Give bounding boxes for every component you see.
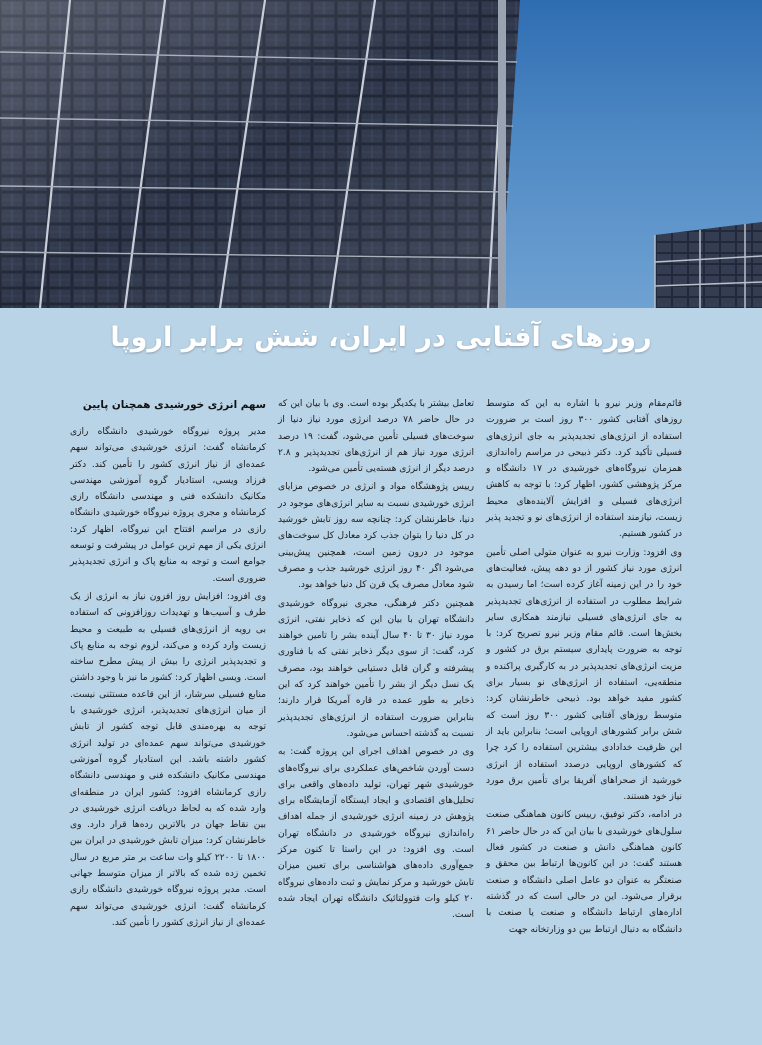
solar-panels-photo [0, 0, 762, 308]
paragraph: مدیر پروژه نیروگاه خورشیدی دانشگاه رازی کرمانشاه گفت: انرژی خورشیدی می‌تواند سهم عمده‌ای از نیاز انرژی کشور را تأمین کند. دکتر فرزاد ویسی، استادیار گروه آموزشی مهندسی مکانیک دانشکده فنی و مهندسی دانشگاه رازی کرمانشاه و مجری پروژه نیروگاه خورشیدی دانشگاه رازی در مراسم افتتاح این نیروگاه، اظهار کرد: انرژی یکی از مهم ترین عوامل در پیشرفت و توسعه جوامع است و توجه به منابع پاک و انرژی تجدیدپذیر ضروری است. [70, 427, 266, 584]
paragraph: در ادامه، دکتر توفیق، رییس کانون هماهنگی صنعت سلول‌های خورشیدی با بیان این که در حال حاضر ۶۱ کانون هماهنگی دانش و صنعت در کشور فعال هستند گفت: در این کانون‌ها ارتباط بین محقق و صنعتگر به عنوان دو عامل اصلی دانشگاه و صنعت برقرار می‌شود. این در حالی است که در گذشته اداره‌های ارتباط دانشگاه و صنعت یا صنعت با دانشگاه به دنبال ارتباط بین دو وزارتخانه جهت [486, 810, 682, 935]
paragraph: وی در خصوص اهداف اجرای این پروژه گفت: به دست آوردن شاخص‌های عملکردی برای نیروگاه‌های خورشیدی شهر تهران، تولید داده‌های واقعی برای تحلیل‌های اقتصادی و ایجاد ایستگاه آزمایشگاه برای پژوهش در زمینه انرژی خورشیدی از جمله اهداف راه‌اندازی نیروگاه خورشیدی در دانشگاه تهران است. وی افزود: در این راستا تا کنون مرکز جمع‌آوری داده‌های هواشناسی برای تعیین میزان تابش خورشید و مرکز نمایش و ثبت داده‌های نیروگاه ۲۰ کیلو وات فتوولتائیک دانشگاه تهران ایجاد شده است. [278, 747, 474, 921]
paragraph: وی افزود: وزارت نیرو به عنوان متولی اصلی تأمین انرژی مورد نیاز کشور از دو دهه پیش، فعالیت‌های خود را در این زمینه آغاز کرده است؛ اما رسیدن به شرایط مطلوب در استفاده از انرژی‌های تجدیدپذیر به جای انرژی‌های فسیلی نیازمند همکاری سایر بخش‌ها است. قائم مقام وزیر نیرو تصریح کرد: با توجه به ضرورت پایداری سیستم برق در کشور و مزیت انرژی‌های تجدیدپذیر در به کارگیری پراکنده و منطقه‌یی، استفاده از انرژی‌های نو بسیار برای کشور مفید خواهد بود. ذبیحی خاطرنشان کرد: متوسط روزهای آفتابی کشور ۳۰۰ روز است که شش برابر کشورهای اروپایی است؛ بنابراین باید از این ظرفیت خدادادی بیشترین استفاده را کرد چرا که کشورهای اروپایی درصدد استفاده از انرژی خورشید از صحراهای آفریقا برای تأمین برق مورد نیاز خود هستند. [486, 547, 682, 803]
paragraph: وی افزود: افزایش روز افزون نیاز به انرژی از یک طرف و آسیب‌ها و تهدیدات روزافزونی که استفاده بی رویه از انرژی‌های فسیلی به طبیعت و محیط زیست وارد کرده و می‌کند، لزوم توجه به منابع پاک و تجدیدپذیر انرژی را بیش از پیش مطرح ساخته است. ویسی اظهار کرد: کشور ما نیز با وجود داشتن منابع فسیلی سرشار، از این قاعده مستثنی نیست. از میان انرژی‌های تجدیدپذیر، انرژی خورشیدی با توجه به بهره‌مندی قابل توجه کشور از تابش خورشیدی می‌تواند سهم عمده‌ای در تولید انرژی کشور داشته باشد. این استادیار گروه آموزشی مهندسی مکانیک دانشکده فنی و مهندسی دانشگاه رازی کرمانشاه افزود: کشور ایران در منطقه‌ای وارد شده که به لحاظ دریافت انرژی خورشیدی در بین نقاط جهان در بالاترین رده‌ها قرار دارد. وی خاطرنشان کرد: میزان تابش خورشیدی در ایران بین ۱۸۰۰ تا ۲۲۰۰ کیلو وات ساعت بر متر مربع در سال تخمین زده شده که بالاتر از میزان متوسط جهانی است. مدیر پروژه نیروگاه خورشیدی دانشگاه رازی کرمانشاه گفت: انرژی خورشیدی می‌تواند سهم عمده‌ای از نیاز انرژی کشور را تأمین کند. [70, 591, 266, 928]
article-body [0, 396, 762, 1036]
solar-panels-icon [0, 0, 762, 308]
paragraph: تعامل بیشتر با یکدیگر بوده است. وی با بیان این که در حال حاضر ۷۸ درصد انرژی مورد نیاز دنیا از سوخت‌های فسیلی تأمین می‌شود، گفت: ۱۹ درصد انرژی مورد نیاز هم از انرژی‌های تجدیدپذیر و ۲.۸ درصد دیگر از انرژی هسته‌یی تأمین می‌شود. [278, 399, 474, 475]
column-left [70, 396, 266, 933]
section-subheading: سهم انرژی خورشیدی همچنان پایین [82, 399, 266, 411]
paragraph: قائم‌مقام وزیر نیرو با اشاره به این که متوسط روزهای آفتابی کشور ۳۰۰ روز است بر ضرورت استفاده از انرژی‌های تجدیدپذیر به جای انرژی‌های فسیلی تأکید کرد. دکتر ذبیحی در مراسم راه‌اندازی همزمان نیروگاه‌های خورشیدی در ۱۷ دانشگاه و مرکز پژوهشی کشور، اظهار کرد: با توجه به کاهش انرژی‌های فسیلی و افزایش آلاینده‌های محیط زیست، نیازمند استفاده از انرژی‌های نو و تجدید پذیر در کشور هستیم. [486, 399, 683, 540]
column-right [486, 396, 682, 940]
article-title: روزهای آفتابی در ایران، شش برابر اروپا [110, 322, 652, 353]
paragraph: رییس پژوهشگاه مواد و انرژی در خصوص مزایای انرژی خورشیدی نسبت به سایر انرژی‌های موجود در دنیا، خاطرنشان کرد: چنانچه سه روز تابش خورشید در کل دنیا را بتوان جذب کرد معادل کل سوخت‌های موجود در درون زمین است، همچنین پیش‌بینی می‌شود اگر ۴۰ روز انرژی خورشید جذب و مصرف شود معادل مصرف یک قرن کل دنیا خواهد بود. [278, 482, 474, 591]
column-middle [278, 396, 474, 926]
paragraph: همچنین دکتر فرهنگی، مجری نیروگاه خورشیدی دانشگاه تهران با بیان این که ذخایر نفتی، انرژی مورد نیاز ۳۰ تا ۴۰ سال آینده بشر را تامین خواهند کرد، گفت: از سوی دیگر ذخایر نفتی که با فناوری پیشرفته و گران قابل دستیابی خواهند بود، مصرف یک نسل دیگر از بشر را تأمین خواهند کرد که این ذخایر به طور عمده در قاره آمریکا قرار دارند؛ بنابراین ضرورت استفاده از انرژی‌های تجدیدپذیر نسبت به گذشته احساس می‌شود. [278, 598, 474, 739]
